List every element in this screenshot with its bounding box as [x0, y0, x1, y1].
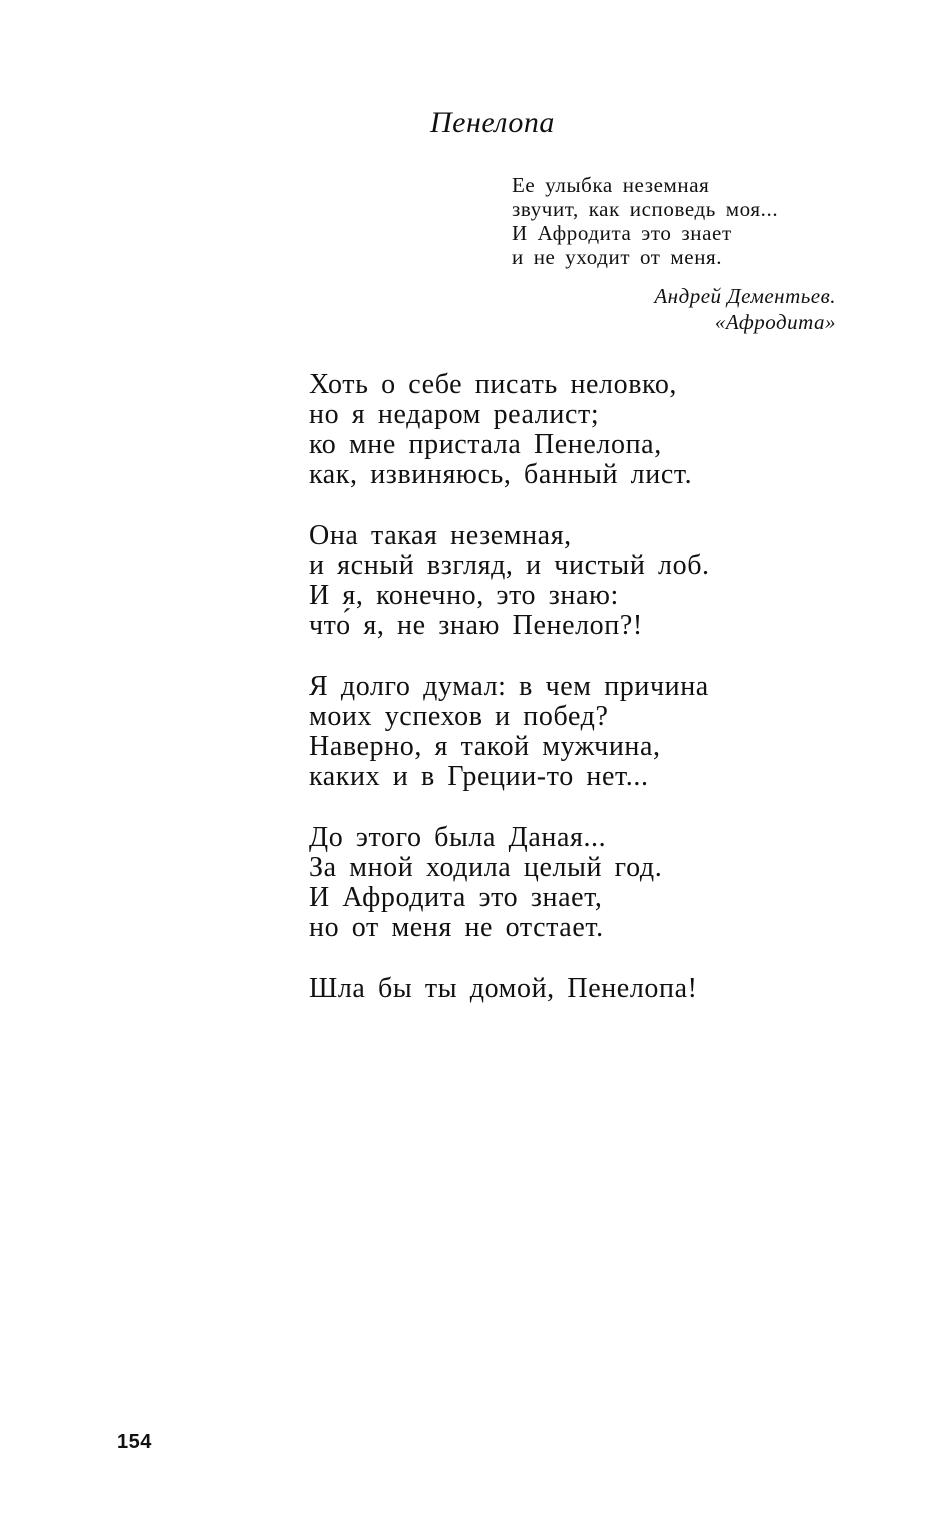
poem-line: что́ я, не знаю Пенелоп?! [309, 610, 643, 641]
stanza [309, 521, 829, 641]
poem-line: И Афродита это знает, [309, 882, 603, 913]
epigraph-line: Ее улыбка неземная [512, 173, 710, 197]
poem-line: моих успехов и побед? [309, 701, 609, 732]
stanza [309, 370, 829, 490]
poem-line: Она такая неземная, [309, 520, 572, 551]
poem-line: и ясный взгляд, и чистый лоб. [309, 550, 710, 581]
epigraph-line: И Афродита это знает [512, 221, 732, 245]
poem-line: До этого была Даная... [309, 822, 607, 853]
epigraph-author: Андрей Дементьев. [654, 284, 836, 308]
poem-title: Пенелопа [430, 106, 555, 139]
epigraph [512, 173, 852, 269]
poem-line: За мной ходила целый год. [309, 852, 663, 883]
epigraph-line: и не уходит от меня. [512, 245, 723, 269]
poem-body [309, 370, 829, 1035]
poem-line: Наверно, я такой мужчина, [309, 731, 661, 762]
epigraph-attribution [654, 283, 836, 335]
poem-line: Я долго думал: в чем причина [309, 671, 709, 702]
stanza [309, 974, 829, 1004]
stanza [309, 672, 829, 792]
poem-line: ко мне пристала Пенелопа, [309, 429, 662, 460]
poem-line: как, извиняюсь, банный лист. [309, 459, 693, 490]
epigraph-line: звучит, как исповедь моя... [512, 197, 779, 221]
poem-line: Хоть о себе писать неловко, [309, 369, 678, 400]
stanza [309, 823, 829, 943]
poem-line: но я недаром реалист; [309, 399, 600, 430]
poem-line: И я, конечно, это знаю: [309, 580, 619, 611]
poem-line: но от меня не отстает. [309, 912, 604, 943]
page-number: 154 [117, 1431, 152, 1453]
epigraph-work: «Афродита» [714, 310, 836, 334]
poem-line: Шла бы ты домой, Пенелопа! [309, 973, 698, 1004]
poem-line: каких и в Греции-то нет... [309, 761, 649, 792]
